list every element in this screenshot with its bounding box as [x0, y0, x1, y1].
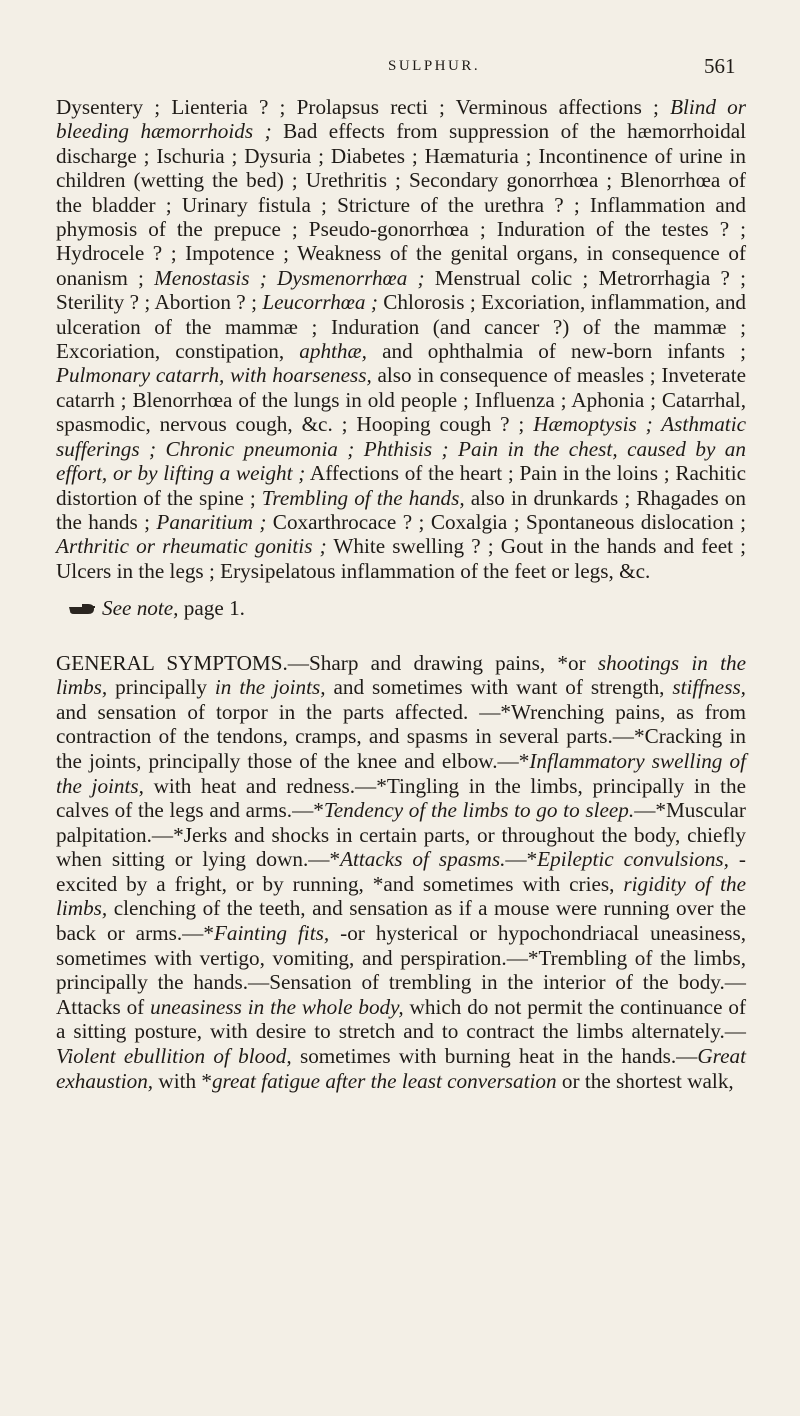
- page-header: [0, 54, 800, 94]
- text-run: and ophthalmia of new-born infants ;: [366, 339, 746, 364]
- text-run: also in consequence of measles ; Inveterate catarrh ; Blenorrhœa of the lungs in old people ; Influenza ; Aphonia ; Catarrhal, spasmodic, nervous cough, &c. ; Hooping cough ? ;: [56, 363, 747, 437]
- italic-run: Fainting fits,: [213, 921, 330, 946]
- text-run: with heat and redness.—*Tingling in the limbs, principally in the calves of the legs and arms.—*: [56, 773, 746, 823]
- italic-run: Leucorrhœa ;: [262, 290, 378, 315]
- running-title: SULPHUR.: [388, 58, 481, 74]
- text-run: Dysentery ; Lienteria ? ; Prolapsus recti ; Verminous affections ;: [56, 95, 671, 119]
- italic-run: rigidity of the limbs,: [56, 871, 746, 921]
- italic-run: Trembling of the hands,: [261, 485, 465, 510]
- italic-run: uneasiness in the whole body,: [150, 994, 404, 1019]
- paragraph-general-symptoms: [56, 651, 746, 1094]
- text-run: —*: [505, 847, 538, 872]
- italic-run: Violent ebullition of blood,: [56, 1044, 292, 1069]
- paragraph-symptoms-list: [56, 95, 746, 583]
- text-run: Affections of the heart ; Pain in the loins ; Rachitic distortion of the spine ;: [56, 461, 746, 510]
- text-run: sometimes with burning heat in the hands.—: [291, 1044, 698, 1069]
- text-run: Bad effects from suppression of the hæmorrhoidal discharge ; Ischuria ; Dysuria ; Diabetes ; Hæmaturia ; Incontinence of urine in children (wetting the bed) ; Urethritis ; Secondary gonorrhœa ; Blenorrhœa of the bladder ; Urinary fistula ; Stricture of the urethra ? ; Inflammation and phymosis of the prepuce ; Pseudo-gonorrhœa ; Induration of the testes ? ; Hydrocele ? ; Impotence ; Weakness of the genital organs, in consequence of onanism ;: [56, 119, 746, 290]
- italic-run: Pulmonary catarrh, with hoarseness,: [56, 363, 372, 388]
- text-run: Coxarthrocace ? ; Coxalgia ; Spontaneous dislocation ;: [266, 509, 746, 534]
- italic-run: Epileptic convulsions,: [537, 847, 729, 872]
- italic-run: great fatigue after the least conversation: [211, 1068, 557, 1093]
- italic-run: Attacks of spasms.: [340, 847, 506, 872]
- italic-run: Inflammatory swelling of the joints,: [56, 748, 746, 798]
- text-run: page 1.: [178, 596, 245, 621]
- italic-run: Great exhaustion,: [56, 1044, 746, 1093]
- italic-run: Hæmoptysis ; Asthmatic sufferings ; Chronic pneumonia ; Phthisis ; Pain in the chest, caused by an effort, or by lifting a weight ;: [56, 412, 746, 486]
- text-run: also in drunkards ; Rhagades on the hands ;: [56, 485, 746, 534]
- text-run: —*Muscular palpitation.—*Jerks and shocks in certain parts, or throughout the body, chiefly when sitting or lying down.—*: [56, 798, 746, 872]
- pointing-hand-icon: [68, 601, 96, 617]
- italic-run: See note,: [102, 596, 179, 621]
- text-run: with *: [153, 1068, 212, 1093]
- text-run: principally: [107, 675, 215, 700]
- text-run: White swelling ? ; Gout in the hands and feet ; Ulcers in the legs ; Erysipelatous inflammation of the feet or legs, &c.: [56, 534, 747, 583]
- text-run: Menstrual colic ; Metrorrhagia ? ; Sterility ? ; Abortion ? ;: [56, 265, 746, 315]
- italic-run: shootings in the limbs,: [56, 650, 746, 700]
- text-run: which do not permit the continuance of a sitting posture, with desire to stretch and to contract the limbs alternately.—: [56, 994, 747, 1044]
- italic-run: in the joints,: [214, 675, 326, 700]
- text-run: Chlorosis ; Excoriation, inflammation, and ulceration of the mammæ ; Induration (and cancer ?) of the mammæ ; Excoriation, constipation,: [56, 290, 747, 364]
- text-run: clenching of the teeth, and sensation as if a mouse were running over the back or arms.—*: [56, 896, 746, 946]
- text-run: GENERAL SYMPTOMS.—Sharp and drawing pains, *or: [56, 650, 598, 675]
- text-run: or the shortest walk,: [556, 1068, 734, 1093]
- page-number: 561: [704, 54, 736, 78]
- italic-run: Panaritium ;: [156, 509, 267, 534]
- page-body: [56, 95, 746, 1093]
- text-run: and sensation of torpor in the parts affected. —*Wrenching pains, as from contraction of the tendons, cramps, and spasms in several parts.—*Cracking in the joints, principally those of the knee and elbow.—*: [56, 699, 746, 773]
- italic-run: stiffness,: [672, 675, 746, 700]
- note-line: [56, 596, 746, 620]
- text-run: and sometimes with want of strength,: [325, 675, 673, 700]
- italic-run: Menostasis ; Dysmenorrhœa ;: [154, 265, 425, 290]
- italic-run: Arthritic or rheumatic gonitis ;: [56, 534, 327, 559]
- italic-run: Blind or bleeding hæmorrhoids ;: [56, 95, 746, 144]
- text-run: -or hysterical or hypochondriacal uneasiness, sometimes with vertigo, vomiting, and perspiration.—*Trembling of the limbs, principally the hands.—Sensation of trembling in the interior of the body.—Attacks of: [56, 921, 746, 1019]
- text-run: -excited by a fright, or by running, *and sometimes with cries,: [56, 847, 746, 896]
- italic-run: aphthæ,: [299, 339, 367, 364]
- italic-run: Tendency of the limbs to go to sleep.: [323, 798, 635, 823]
